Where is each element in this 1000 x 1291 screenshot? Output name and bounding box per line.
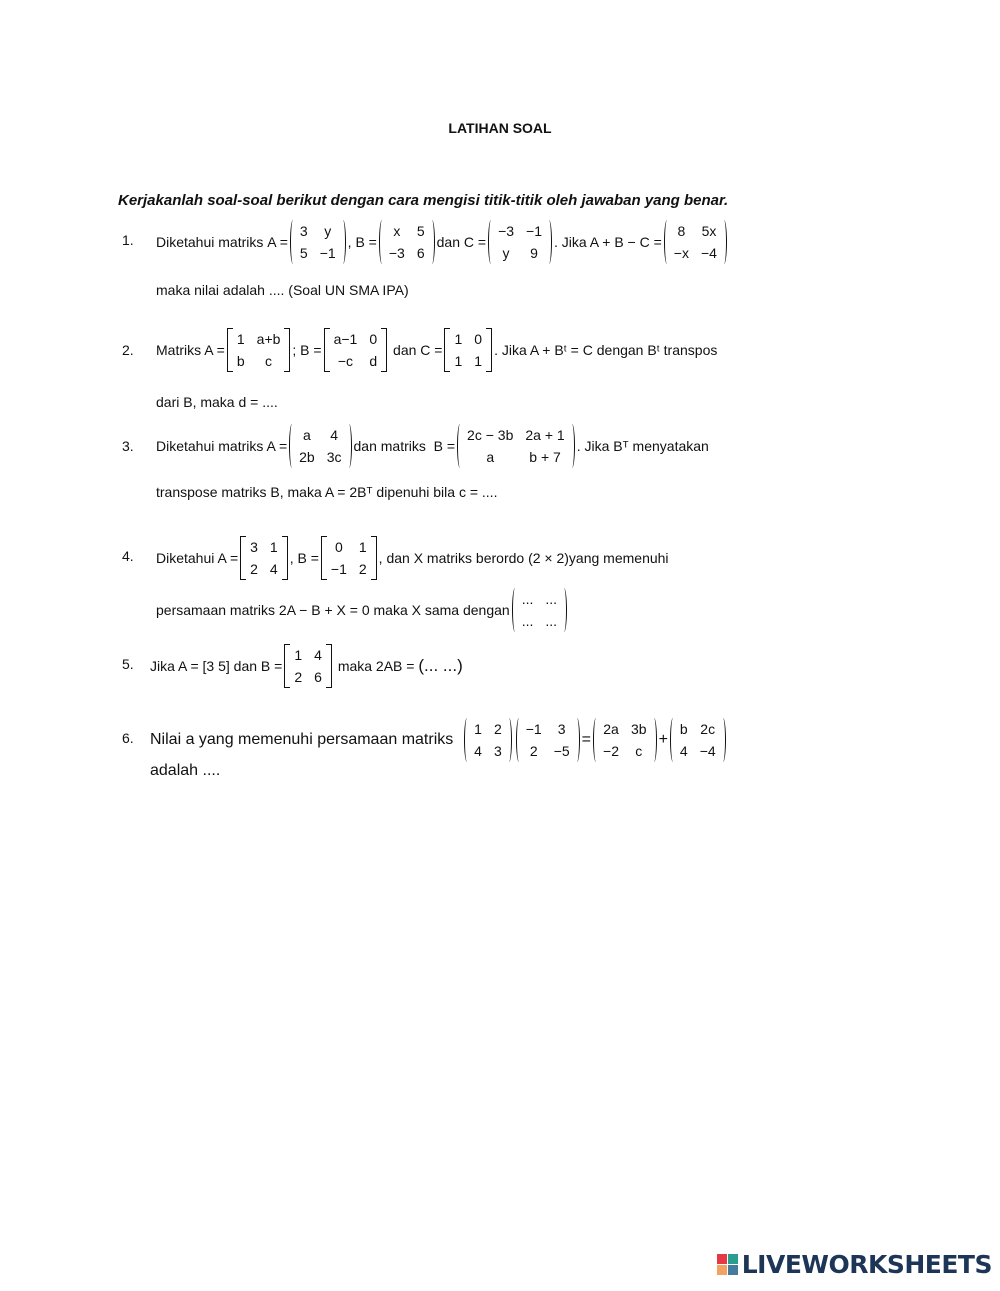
question-5-line-1 [150, 644, 463, 688]
matrix-b: a−1 0 −c d [324, 328, 388, 372]
question-1-line-1 [156, 220, 729, 264]
matrix-b: 1 4 2 6 [284, 644, 332, 688]
matrix-x-answer: ... ... ... ... [512, 588, 567, 632]
q3-text-1: Diketahui matriks A = [156, 438, 288, 454]
q6-equals: = [581, 731, 592, 748]
question-number-6: 6. [122, 730, 134, 746]
logo-text: LIVEWORKSHEETS [741, 1250, 992, 1279]
matrix-a: a 4 2b 3c [289, 424, 351, 468]
q2-text-1: Matriks A = [156, 342, 225, 358]
question-1-line-2: maka nilai adalah .... (Soal UN SMA IPA) [156, 282, 409, 298]
matrix-b: x 5 −3 6 [379, 220, 435, 264]
q3-b-label: B = [433, 438, 456, 454]
q1-b-label: , B = [347, 234, 377, 250]
matrix-m3: 2a 3b −2 c [593, 718, 657, 762]
matrix-m1: 1 2 4 3 [464, 718, 512, 762]
question-number-5: 5. [122, 656, 134, 672]
question-4-line-2 [156, 588, 569, 632]
question-6-line-1 [150, 718, 728, 762]
matrix-c: −3 −1 y 9 [488, 220, 552, 264]
q5-text-1: Jika A = [3 5] dan B = [150, 658, 283, 674]
matrix-m4: b 2c 4 −4 [670, 718, 726, 762]
q1-text-2: . Jika A + B − C = [554, 234, 662, 250]
logo-mark-icon [717, 1254, 738, 1275]
q3-text-3: . Jika Bᵀ menyatakan [576, 438, 709, 454]
q4-b-label: , B = [289, 550, 319, 566]
question-3-line-2: transpose matriks B, maka A = 2Bᵀ dipenuhi bila c = .... [156, 484, 498, 500]
q4-text-1: Diketahui A = [156, 550, 239, 566]
q5-answer-blank: (... ...) [418, 656, 463, 675]
q2-c-label: dan C = [393, 342, 443, 358]
question-number-3: 3. [122, 438, 134, 454]
logo-square-2 [728, 1254, 738, 1264]
q4-text-3: persamaan matriks 2A − B + X = 0 maka X sama dengan [156, 602, 510, 618]
q2-b-label: ; B = [292, 342, 322, 358]
q6-text-1: Nilai a yang memenuhi persamaan matriks [150, 731, 454, 748]
q1-c-label: dan C = [436, 234, 487, 250]
matrix-a: 3 1 2 4 [240, 536, 288, 580]
q3-text-2: dan matriks [353, 438, 426, 454]
matrix-b: 0 1 −1 2 [321, 536, 377, 580]
logo-square-1 [717, 1254, 727, 1264]
matrix-c: 1 0 1 1 [444, 328, 492, 372]
question-4-line-1 [156, 536, 669, 580]
question-2-line-1 [156, 328, 717, 372]
q1-a-label: A = [267, 234, 288, 250]
page-title: LATIHAN SOAL [448, 120, 552, 136]
matrix-b: 2c − 3b 2a + 1 a b + 7 [457, 424, 575, 468]
question-number-1: 1. [122, 232, 134, 248]
q1-text-1: Diketahui matriks [156, 234, 264, 250]
instruction-text: Kerjakanlah soal-soal berikut dengan cara mengisi titik-titik oleh jawaban yang benar. [118, 192, 729, 209]
matrix-a: 1 a+b b c [227, 328, 291, 372]
question-number-2: 2. [122, 342, 134, 358]
matrix-result: 8 5x −x −4 [664, 220, 727, 264]
question-number-4: 4. [122, 548, 134, 564]
question-3-line-1 [156, 424, 709, 468]
question-2-line-2: dari B, maka d = .... [156, 394, 278, 410]
q6-plus: + [658, 731, 668, 748]
matrix-m2: −1 3 2 −5 [516, 718, 580, 762]
logo-square-4 [728, 1265, 738, 1275]
q2-text-2: . Jika A + Bᵗ = C dengan Bᵗ transpos [494, 342, 718, 358]
question-6-line-2: adalah .... [150, 762, 221, 779]
liveworksheets-logo[interactable] [717, 1250, 992, 1279]
q4-text-2: , dan X matriks berordo (2 × 2)yang memenuhi [378, 550, 669, 566]
matrix-a: 3 y 5 −1 [290, 220, 346, 264]
q5-text-2: maka 2AB = [337, 658, 415, 674]
logo-square-3 [717, 1265, 727, 1275]
